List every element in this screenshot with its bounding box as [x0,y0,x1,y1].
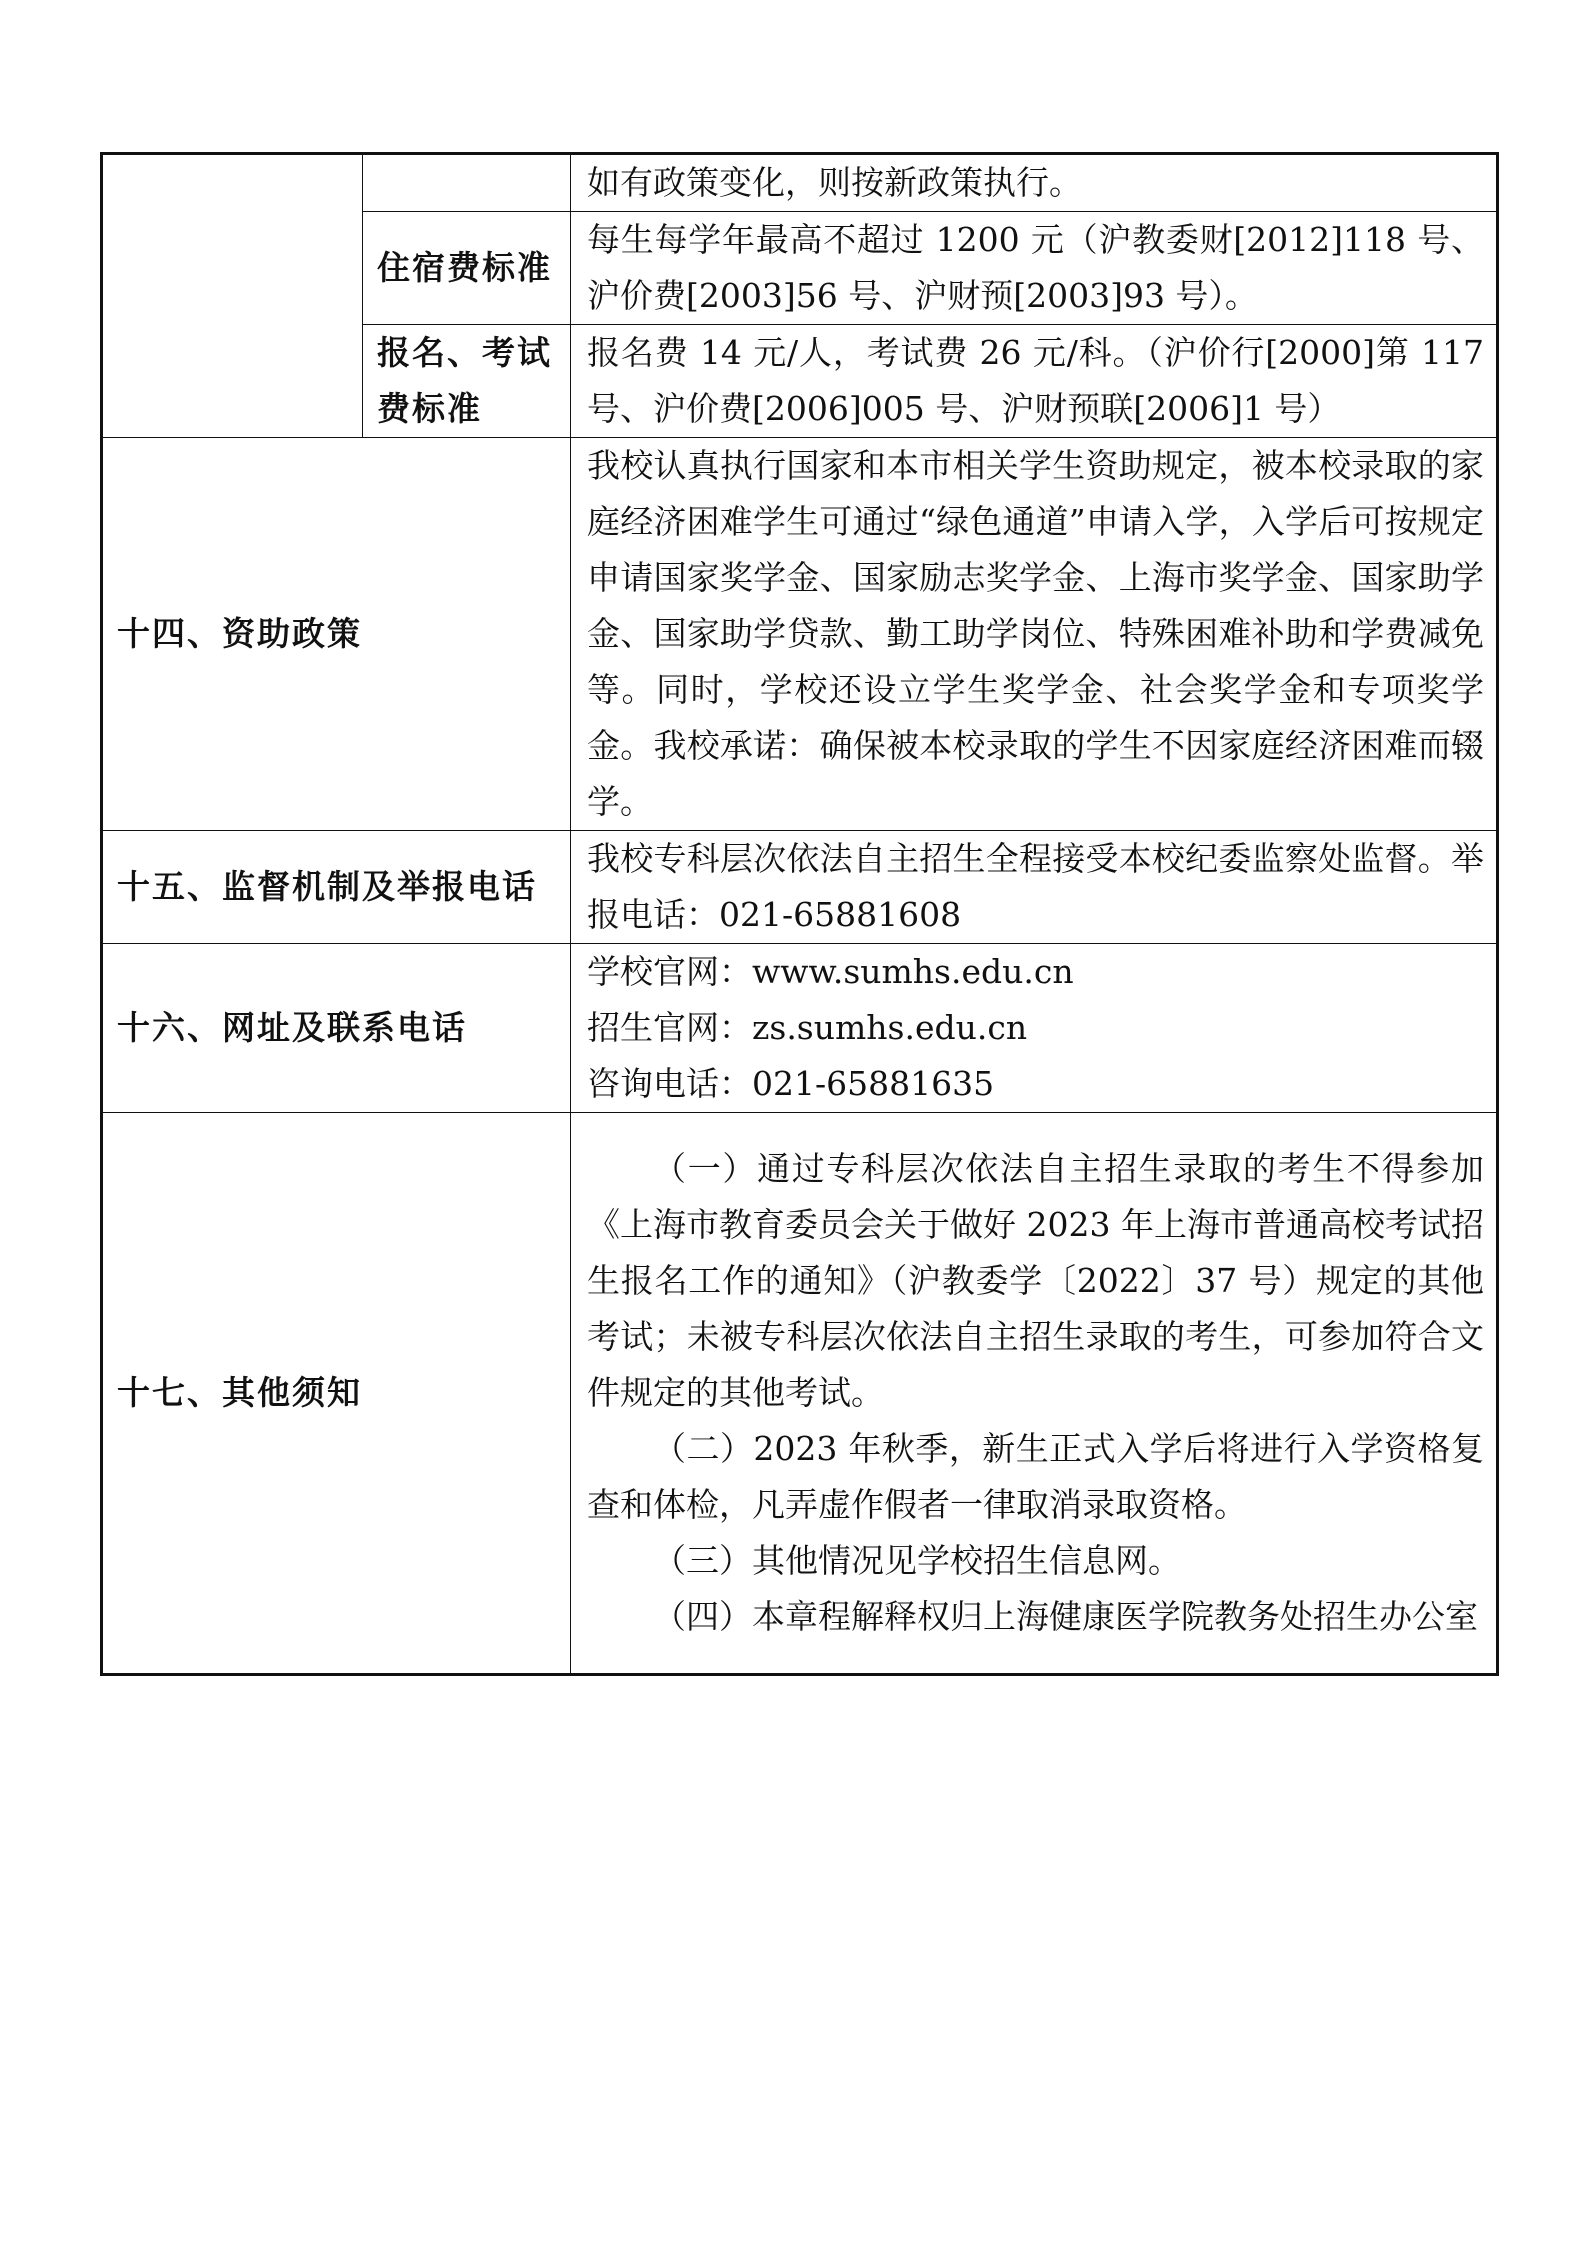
policy-note-text: 如有政策变化，则按新政策执行。 [587,163,1082,202]
admission-charter-table [100,152,1499,1676]
accommodation-fee-cell [571,212,1498,325]
notes-row [102,1113,1498,1675]
fees-policy-row [102,154,1498,212]
note-item-1: （一）通过专科层次依法自主招生录取的考生不得参加《上海市教育委员会关于做好 2023 年上海市普通高校考试招生报名工作的通知》（沪教委学〔2022〕37 号）规定的其他考试；未被专科层次依法自主招生录取的考生，可参加符合文件规定的其他考试。 [587,1149,1484,1412]
notes-label: 十七、其他须知 [102,1113,571,1675]
aid-policy-text: 我校认真执行国家和本市相关学生资助规定，被本校录取的家庭经济困难学生可通过“绿色通道”申请入学，入学后可按规定申请国家奖学金、国家励志奖学金、上海市奖学金、国家助学金、国家助学贷款、勤工助学岗位、特殊困难补助和学费减免等。同时，学校还设立学生奖学金、社会奖学金和专项奖学金。我校承诺：确保被本校录取的学生不因家庭经济困难而辍学。 [587,446,1484,821]
policy-note-cell [571,154,1498,212]
note-item-2: （二）2023 年秋季，新生正式入学后将进行入学资格复查和体检，凡弄虚作假者一律取消录取资格。 [587,1429,1484,1524]
supervision-row [102,831,1498,944]
notes-cell [571,1113,1498,1675]
school-website-line: 学校官网：www.sumhs.edu.cn [587,952,1074,991]
aid-policy-row [102,438,1498,831]
contact-label: 十六、网址及联系电话 [102,944,571,1113]
aid-policy-cell [571,438,1498,831]
accommodation-fee-text: 每生每学年最高不超过 1200 元（沪教委财[2012]118 号、沪价费[2003]56 号、沪财预[2003]93 号）。 [587,220,1484,315]
supervision-label: 十五、监督机制及举报电话 [102,831,571,944]
exam-fee-label: 报名、考试费标准 [363,325,571,438]
accommodation-fee-label: 住宿费标准 [363,212,571,325]
admission-website-line: 招生官网：zs.sumhs.edu.cn [587,1008,1028,1047]
aid-policy-label: 十四、资助政策 [102,438,571,831]
contact-cell [571,944,1498,1113]
supervision-text: 我校专科层次依法自主招生全程接受本校纪委监察处监督。举报电话：021-65881608 [587,839,1484,934]
fees-section-label-cell [102,154,363,438]
exam-fee-text: 报名费 14 元/人，考试费 26 元/科。（沪价行[2000]第 117 号、沪价费[2006]005 号、沪财预联[2006]1 号） [587,333,1484,428]
consult-phone-line: 咨询电话：021-65881635 [587,1064,995,1103]
contact-row [102,944,1498,1113]
note-item-4: （四）本章程解释权归上海健康医学院教务处招生办公室 [653,1597,1478,1636]
exam-fee-cell [571,325,1498,438]
fees-empty-sublabel-cell [363,154,571,212]
note-item-3: （三）其他情况见学校招生信息网。 [653,1541,1181,1580]
supervision-cell [571,831,1498,944]
